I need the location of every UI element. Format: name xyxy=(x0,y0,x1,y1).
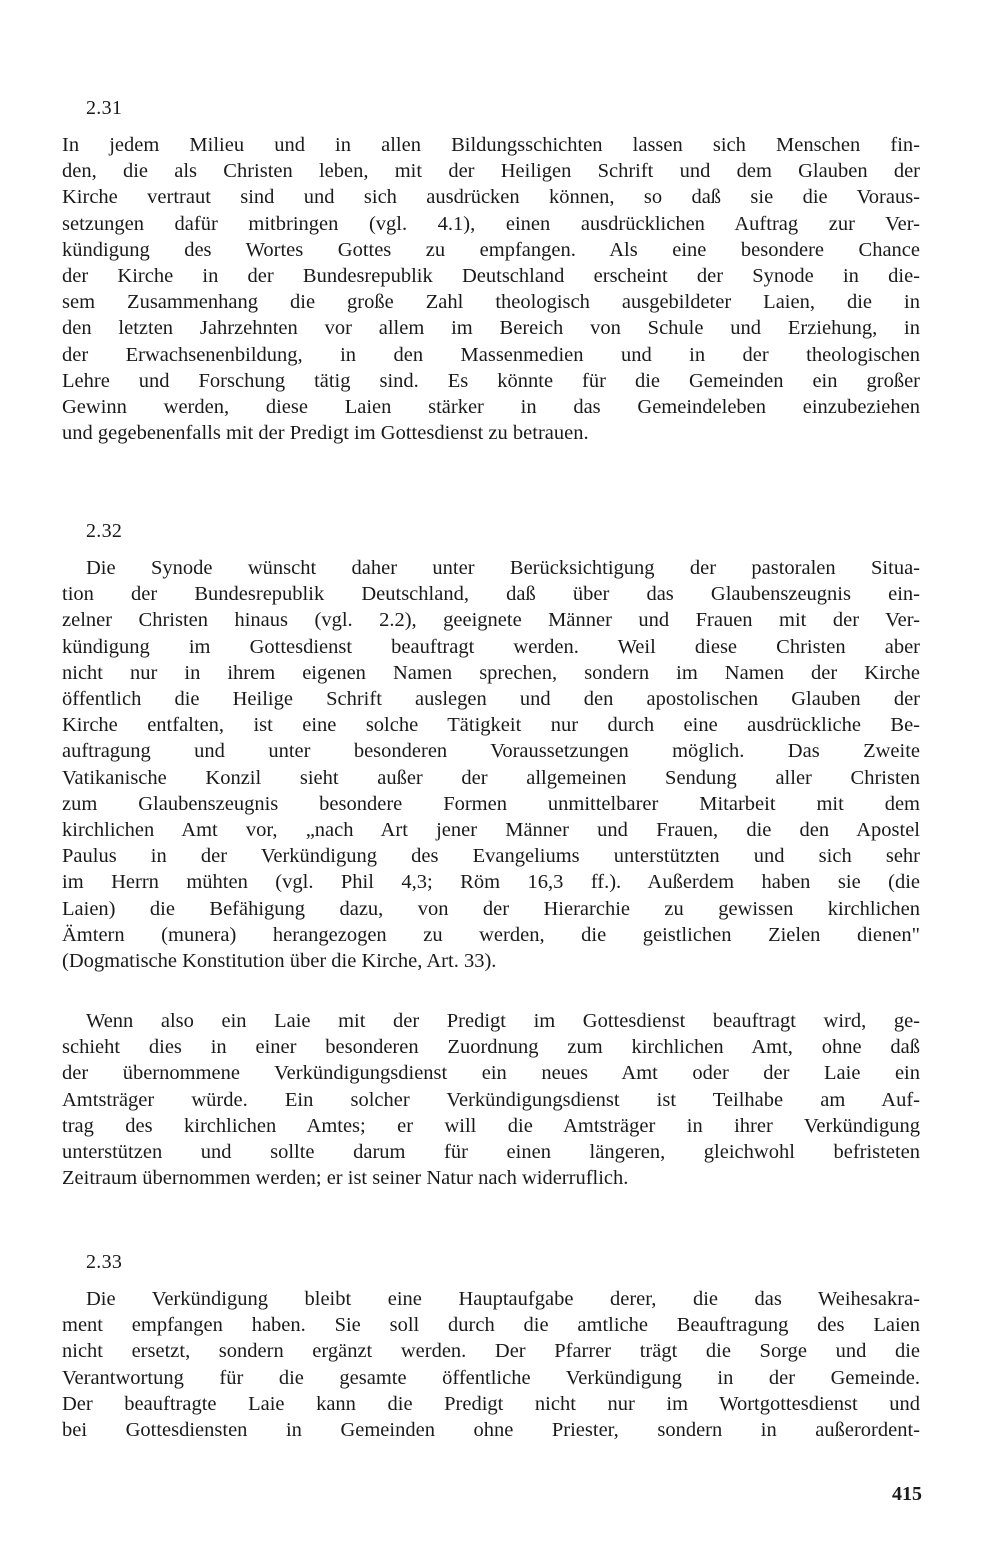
text-line: Verantwortung für die gesamte öffentliche Verkündigung in der Gemeinde. xyxy=(62,1366,920,1389)
text-line: Zeitraum übernommen werden; er ist seiner Natur nach widerruflich. xyxy=(62,1167,629,1190)
text-line: Paulus in der Verkündigung des Evangeliums unterstützten und sich sehr xyxy=(62,845,920,868)
text-line: öffentlich die Heilige Schrift auslegen und den apostolischen Glauben der xyxy=(62,688,920,711)
paragraph xyxy=(62,555,920,974)
text-line: der Erwachsenenbildung, in den Massenmedien und in der theologischen xyxy=(62,343,920,366)
text-line: der Kirche in der Bundesrepublik Deutschland erscheint der Synode in die- xyxy=(62,265,920,288)
text-line: zum Glaubenszeugnis besondere Formen unmittelbarer Mitarbeit mit dem xyxy=(62,792,920,815)
text-line: nicht nur in ihrem eigenen Namen sprechen, sondern im Namen der Kirche xyxy=(62,661,920,684)
text-line: bei Gottesdiensten in Gemeinden ohne Priester, sondern in außerordent- xyxy=(62,1419,920,1442)
text-line: unterstützen und sollte darum für einen längeren, gleichwohl befristeten xyxy=(62,1141,920,1164)
text-line: zelner Christen hinaus (vgl. 2.2), geeignete Männer und Frauen mit der Ver- xyxy=(62,609,920,632)
text-line: Kirche entfalten, ist eine solche Tätigkeit nur durch eine ausdrückliche Be- xyxy=(62,714,920,737)
text-line: Der beauftragte Laie kann die Predigt nicht nur im Wortgottesdienst und xyxy=(62,1392,920,1415)
text-line: tion der Bundesrepublik Deutschland, daß über das Glaubenszeugnis ein- xyxy=(62,583,920,606)
text-line: setzungen dafür mitbringen (vgl. 4.1), einen ausdrücklichen Auftrag zur Ver- xyxy=(62,212,920,235)
text-line: sem Zusammenhang die große Zahl theologisch ausgebildeter Laien, die in xyxy=(62,291,920,314)
paragraph xyxy=(62,1286,920,1443)
section-number: 2.33 xyxy=(86,1251,123,1273)
section-number: 2.32 xyxy=(86,520,123,542)
text-line: der übernommene Verkündigungsdienst ein neues Amt oder der Laie ein xyxy=(62,1062,920,1085)
section-number: 2.31 xyxy=(86,97,123,119)
text-line: Vatikanische Konzil sieht außer der allgemeinen Sendung aller Christen xyxy=(62,766,920,789)
text-line: Kirche vertraut sind und sich ausdrücken können, so daß sie die Voraus- xyxy=(62,186,920,209)
text-line: schieht dies in einer besonderen Zuordnung zum kirchlichen Amt, ohne daß xyxy=(62,1036,920,1059)
text-line: (Dogmatische Konstitution über die Kirche, Art. 33). xyxy=(62,950,497,973)
text-line: nicht ersetzt, sondern ergänzt werden. Der Pfarrer trägt die Sorge und die xyxy=(62,1340,920,1363)
text-line: Ämtern (munera) herangezogen zu werden, die geistlichen Zielen dienen" xyxy=(62,923,920,946)
text-line: kündigung im Gottesdienst beauftragt werden. Weil diese Christen aber xyxy=(62,635,920,658)
text-line: Die Synode wünscht daher unter Berücksichtigung der pastoralen Situa- xyxy=(86,557,920,579)
text-line: und gegebenenfalls mit der Predigt im Gottesdienst zu betrauen. xyxy=(62,422,589,445)
text-line: den, die als Christen leben, mit der Heiligen Schrift und dem Glauben der xyxy=(62,160,920,183)
text-line: Wenn also ein Laie mit der Predigt im Gottesdienst beauftragt wird, ge- xyxy=(86,1010,920,1032)
text-line: kirchlichen Amt vor, „nach Art jener Männer und Frauen, die den Apostel xyxy=(62,819,920,842)
text-line: ment empfangen haben. Sie soll durch die amtliche Beauftragung des Laien xyxy=(62,1314,920,1337)
text-line: Lehre und Forschung tätig sind. Es könnte für die Gemeinden ein großer xyxy=(62,369,920,392)
text-line: im Herrn mühten (vgl. Phil 4,3; Röm 16,3 ff.). Außerdem haben sie (die xyxy=(62,871,920,894)
text-line: Laien) die Befähigung dazu, von der Hierarchie zu gewissen kirchlichen xyxy=(62,897,920,920)
text-line: kündigung des Wortes Gottes zu empfangen. Als eine besondere Chance xyxy=(62,238,920,261)
text-line: Die Verkündigung bleibt eine Hauptaufgabe derer, die das Weihesakra- xyxy=(86,1288,920,1310)
page-number: 415 xyxy=(892,1483,922,1505)
text-line: den letzten Jahrzehnten vor allem im Bereich von Schule und Erziehung, in xyxy=(62,317,920,340)
text-line: Amtsträger würde. Ein solcher Verkündigungsdienst ist Teilhabe am Auf- xyxy=(62,1088,920,1111)
paragraph xyxy=(62,1008,920,1191)
text-line: Gewinn werden, diese Laien stärker in das Gemeindeleben einzubeziehen xyxy=(62,396,920,419)
text-line: auftragung und unter besonderen Voraussetzungen möglich. Das Zweite xyxy=(62,740,920,763)
paragraph xyxy=(62,132,920,446)
text-line: In jedem Milieu und in allen Bildungsschichten lassen sich Menschen fin- xyxy=(62,134,920,156)
text-line: trag des kirchlichen Amtes; er will die Amtsträger in ihrer Verkündigung xyxy=(62,1114,920,1137)
